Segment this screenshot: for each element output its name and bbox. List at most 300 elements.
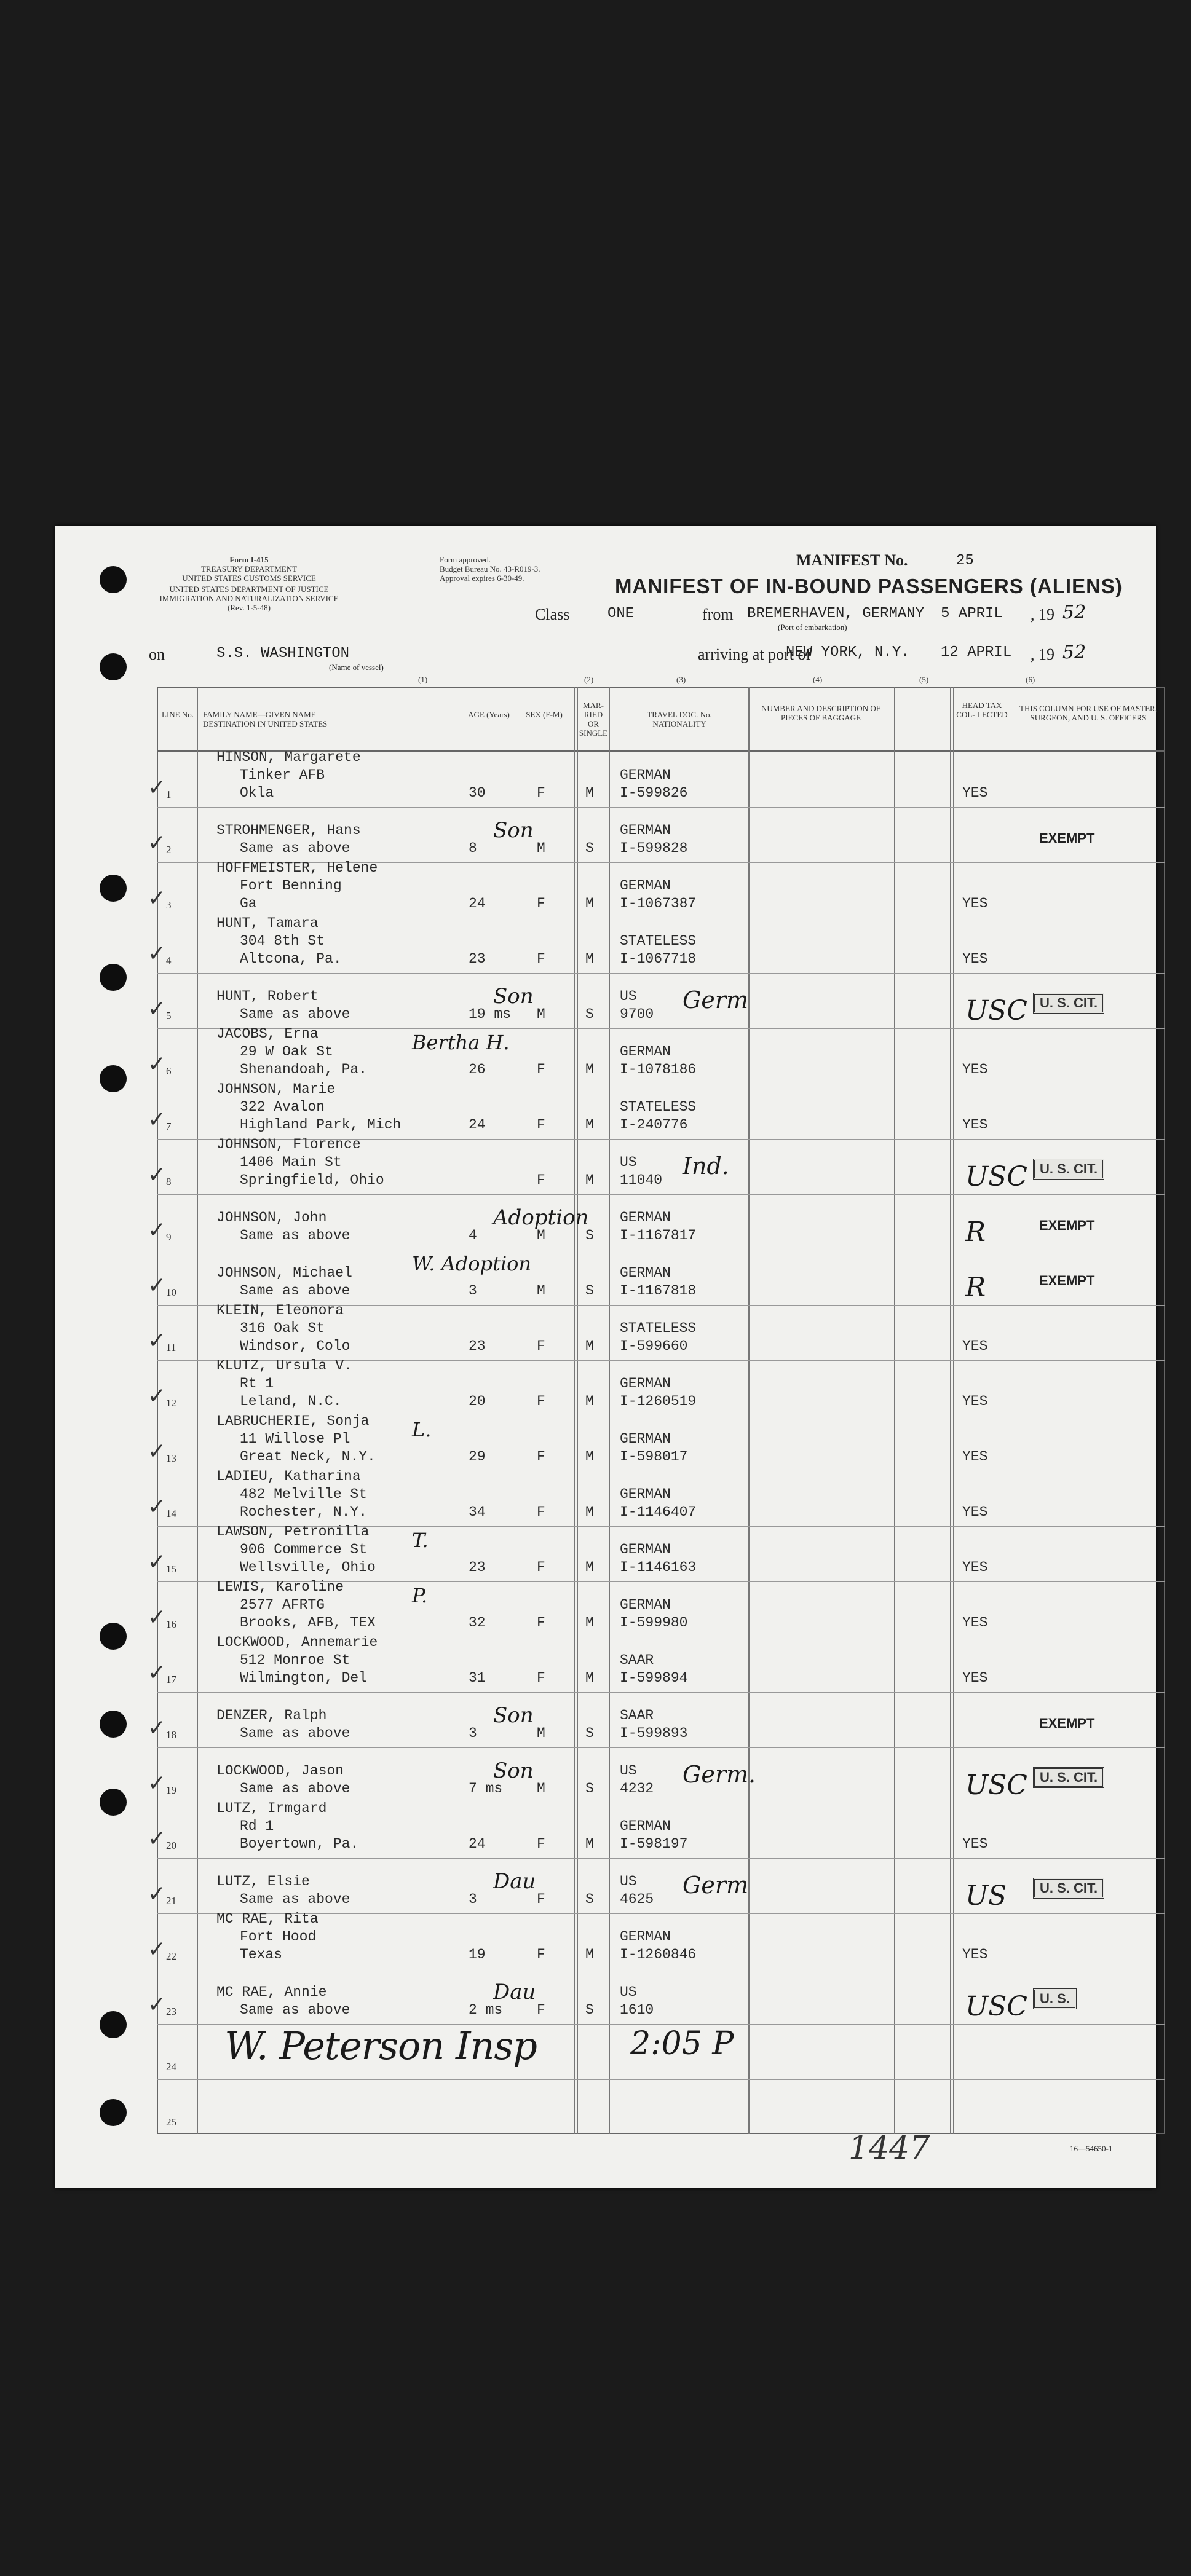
line-number: 23 bbox=[166, 2006, 176, 2017]
sex: M bbox=[537, 1781, 545, 1797]
vessel-name: S.S. WASHINGTON bbox=[216, 645, 350, 662]
destination-line: Texas bbox=[240, 1947, 283, 1963]
age: 31 bbox=[469, 1670, 486, 1686]
line-number: 8 bbox=[166, 1176, 172, 1188]
embark-port: BREMERHAVEN, GERMANY bbox=[747, 605, 925, 622]
handwritten-relation: Son bbox=[493, 1703, 534, 1728]
handwritten-nationality: Germ. bbox=[683, 1761, 756, 1788]
passenger-name: STROHMENGER, Hans bbox=[216, 822, 361, 838]
travel-doc-number: I-1078186 bbox=[620, 1062, 697, 1077]
sex: F bbox=[537, 1117, 545, 1133]
travel-doc-number: I-599980 bbox=[620, 1615, 688, 1631]
header-married: MAR- RIED OR SINGLE bbox=[579, 701, 608, 738]
col-number-2: (2) bbox=[584, 675, 594, 684]
col-number-6: (6) bbox=[1026, 675, 1035, 684]
form-revision: (Rev. 1-5-48) bbox=[228, 603, 271, 612]
age: 8 bbox=[469, 840, 477, 856]
check-mark: ✓ bbox=[148, 1660, 167, 1685]
age: 2 ms bbox=[469, 2002, 503, 2018]
from-label: from bbox=[702, 605, 734, 623]
punch-hole bbox=[100, 1065, 127, 1092]
passenger-name: JOHNSON, Marie bbox=[216, 1081, 336, 1097]
sex: F bbox=[537, 951, 545, 967]
header-name: FAMILY NAME—GIVEN NAME DESTINATION IN UNITED STATES bbox=[203, 710, 328, 728]
row-divider bbox=[157, 1747, 1165, 1748]
vessel-note: (Name of vessel) bbox=[329, 663, 384, 672]
travel-doc-number: I-599828 bbox=[620, 840, 688, 856]
us-citizen-stamp: U. S. CIT. bbox=[1033, 1878, 1104, 1899]
embark-year-prefix: , 19 bbox=[1031, 605, 1054, 623]
destination-line: 512 Monroe St bbox=[240, 1652, 350, 1668]
row-divider bbox=[157, 807, 1165, 808]
destination-line: Same as above bbox=[240, 1891, 350, 1907]
handwritten-relation: Son bbox=[493, 1759, 534, 1783]
line-number: 5 bbox=[166, 1010, 172, 1022]
line-number: 11 bbox=[166, 1342, 176, 1353]
head-tax: YES bbox=[962, 785, 988, 801]
destination-line: Boyertown, Pa. bbox=[240, 1836, 359, 1852]
line-number: 4 bbox=[166, 955, 172, 966]
punch-hole bbox=[100, 2011, 127, 2038]
passenger-name: MC RAE, Rita bbox=[216, 1911, 319, 1927]
passenger-name: HOFFMEISTER, Helene bbox=[216, 860, 378, 876]
sex: F bbox=[537, 785, 545, 801]
punch-hole bbox=[100, 1623, 127, 1650]
check-mark: ✓ bbox=[148, 1992, 167, 2017]
passenger-name: LAWSON, Petronilla bbox=[216, 1524, 370, 1540]
sex: F bbox=[537, 1615, 545, 1631]
check-mark: ✓ bbox=[148, 1937, 167, 1962]
passenger-name: JOHNSON, Michael bbox=[216, 1265, 352, 1281]
line-number: 14 bbox=[166, 1508, 176, 1519]
line-number: 16 bbox=[166, 1618, 176, 1630]
col-divider bbox=[894, 687, 895, 2134]
nationality: US bbox=[620, 1873, 637, 1889]
footer-code: 16—54650-1 bbox=[1070, 2144, 1113, 2153]
head-tax-handwritten: USC bbox=[965, 1991, 1027, 2022]
check-mark: ✓ bbox=[148, 1881, 167, 1907]
marital-status: M bbox=[585, 1947, 594, 1963]
travel-doc-number: I-1167817 bbox=[620, 1227, 697, 1243]
age: 24 bbox=[469, 1836, 486, 1852]
head-tax-handwritten: R bbox=[965, 1216, 986, 1248]
destination-line: Wellsville, Ohio bbox=[240, 1559, 376, 1575]
line-number: 25 bbox=[166, 2116, 176, 2128]
sex: M bbox=[537, 840, 545, 856]
nationality: GERMAN bbox=[620, 1044, 671, 1060]
age: 24 bbox=[469, 896, 486, 912]
header-age: AGE (Years) bbox=[468, 710, 510, 719]
travel-doc-number: I-1067718 bbox=[620, 951, 697, 967]
marital-status: S bbox=[585, 2002, 594, 2018]
head-tax: YES bbox=[962, 1559, 988, 1575]
travel-doc-number: I-1260519 bbox=[620, 1393, 697, 1409]
check-mark: ✓ bbox=[148, 1218, 167, 1243]
travel-doc-number: I-599894 bbox=[620, 1670, 688, 1686]
age: 34 bbox=[469, 1504, 486, 1520]
on-label: on bbox=[149, 645, 165, 663]
sex: F bbox=[537, 1891, 545, 1907]
destination-line: Rt 1 bbox=[240, 1376, 274, 1392]
line-number: 7 bbox=[166, 1121, 172, 1132]
head-tax: YES bbox=[962, 1338, 988, 1354]
sex: F bbox=[537, 1504, 545, 1520]
age: 30 bbox=[469, 785, 486, 801]
arrival-year-prefix: , 19 bbox=[1031, 645, 1054, 663]
check-mark: ✓ bbox=[148, 1826, 167, 1851]
punch-hole bbox=[100, 2099, 127, 2126]
head-tax: YES bbox=[962, 1670, 988, 1686]
passenger-name: LOCKWOOD, Annemarie bbox=[216, 1634, 378, 1650]
punch-hole bbox=[100, 875, 127, 902]
check-mark: ✓ bbox=[148, 775, 167, 800]
travel-doc-number: 9700 bbox=[620, 1006, 654, 1022]
check-mark: ✓ bbox=[148, 830, 167, 856]
arriving-label: arriving at port of bbox=[698, 645, 812, 663]
class-label: Class bbox=[535, 605, 570, 623]
sex: F bbox=[537, 1670, 545, 1686]
destination-line: Same as above bbox=[240, 840, 350, 856]
customs-service: UNITED STATES CUSTOMS SERVICE bbox=[182, 573, 316, 583]
check-mark: ✓ bbox=[148, 1328, 167, 1353]
nationality: GERMAN bbox=[620, 878, 671, 894]
marital-status: M bbox=[585, 1393, 594, 1409]
passenger-name: HUNT, Tamara bbox=[216, 915, 319, 931]
nationality: GERMAN bbox=[620, 1376, 671, 1392]
destination-line: Same as above bbox=[240, 1227, 350, 1243]
marital-status: M bbox=[585, 1836, 594, 1852]
marital-status: S bbox=[585, 1725, 594, 1741]
destination-line: Altcona, Pa. bbox=[240, 951, 342, 967]
marital-status: M bbox=[585, 1615, 594, 1631]
handwritten-nationality: Ind. bbox=[683, 1152, 729, 1180]
line-number: 12 bbox=[166, 1397, 176, 1409]
age: 3 bbox=[469, 1283, 477, 1299]
sex: F bbox=[537, 1062, 545, 1077]
check-mark: ✓ bbox=[148, 996, 167, 1022]
line-number: 1 bbox=[166, 789, 172, 800]
passenger-name: JOHNSON, Florence bbox=[216, 1136, 361, 1152]
col-divider bbox=[197, 687, 198, 2134]
line-number: 17 bbox=[166, 1674, 176, 1685]
us-citizen-stamp: U. S. bbox=[1033, 1988, 1077, 2009]
head-tax-handwritten: US bbox=[965, 1880, 1007, 1912]
age: 24 bbox=[469, 1117, 486, 1133]
travel-doc-number: I-1167818 bbox=[620, 1283, 697, 1299]
handwritten-relation: Son bbox=[493, 984, 534, 1009]
exempt-stamp: EXEMPT bbox=[1039, 1715, 1095, 1731]
age: 3 bbox=[469, 1725, 477, 1741]
head-tax-handwritten: USC bbox=[965, 1770, 1027, 1801]
exempt-stamp: EXEMPT bbox=[1039, 830, 1095, 846]
marital-status: S bbox=[585, 840, 594, 856]
col-number-3: (3) bbox=[676, 675, 686, 684]
justice-dept: UNITED STATES DEPARTMENT OF JUSTICE bbox=[169, 585, 329, 594]
marital-status: S bbox=[585, 1006, 594, 1022]
destination-line: Great Neck, N.Y. bbox=[240, 1449, 376, 1465]
destination-line: Same as above bbox=[240, 1283, 350, 1299]
travel-doc-number: 4232 bbox=[620, 1781, 654, 1797]
budget-bureau: Budget Bureau No. 43-R019-3. bbox=[440, 564, 540, 573]
head-tax-handwritten: USC bbox=[965, 995, 1027, 1026]
nationality: SAAR bbox=[620, 1652, 654, 1668]
marital-status: M bbox=[585, 1062, 594, 1077]
age: 20 bbox=[469, 1393, 486, 1409]
nationality: GERMAN bbox=[620, 1486, 671, 1502]
row-divider bbox=[157, 1858, 1165, 1859]
header-officers: THIS COLUMN FOR USE OF MASTER, SURGEON, AND U. S. OFFICERS bbox=[1019, 704, 1157, 722]
marital-status: M bbox=[585, 1449, 594, 1465]
nationality: GERMAN bbox=[620, 1929, 671, 1945]
passenger-name: LABRUCHERIE, Sonja bbox=[216, 1413, 370, 1429]
embark-note: (Port of embarkation) bbox=[778, 623, 847, 632]
travel-doc-number: I-598017 bbox=[620, 1449, 688, 1465]
header-baggage: NUMBER AND DESCRIPTION OF PIECES OF BAGGAGE bbox=[761, 704, 880, 722]
destination-line: Same as above bbox=[240, 1781, 350, 1797]
destination-line: Brooks, AFB, TEX bbox=[240, 1615, 376, 1631]
sex: M bbox=[537, 1725, 545, 1741]
handwritten-nationality: Germ bbox=[683, 987, 749, 1014]
passenger-name: KLEIN, Eleonora bbox=[216, 1302, 344, 1318]
handwritten-nationality: Germ bbox=[683, 1872, 749, 1899]
passenger-name: LUTZ, Elsie bbox=[216, 1873, 310, 1889]
marital-status: M bbox=[585, 1172, 594, 1188]
check-mark: ✓ bbox=[148, 1715, 167, 1741]
check-mark: ✓ bbox=[148, 1439, 167, 1464]
destination-line: Rd 1 bbox=[240, 1818, 274, 1834]
manifest-title: MANIFEST OF IN-BOUND PASSENGERS (ALIENS) bbox=[615, 575, 1123, 597]
marital-status: M bbox=[585, 951, 594, 967]
travel-doc-number: I-599893 bbox=[620, 1725, 688, 1741]
col-number-5: (5) bbox=[919, 675, 929, 684]
destination-line: 316 Oak St bbox=[240, 1320, 325, 1336]
passenger-name: HINSON, Margarete bbox=[216, 749, 361, 765]
destination-line: Okla bbox=[240, 785, 274, 801]
sex: F bbox=[537, 1836, 545, 1852]
check-mark: ✓ bbox=[148, 886, 167, 911]
destination-line: Tinker AFB bbox=[240, 767, 325, 783]
sex: F bbox=[537, 1172, 545, 1188]
handwritten-relation: Son bbox=[493, 818, 534, 843]
arrival-year: 52 bbox=[1062, 642, 1086, 663]
destination-line: 29 W Oak St bbox=[240, 1044, 333, 1060]
handwritten-relation: Dau bbox=[493, 1869, 536, 1894]
form-number: Form I-415 bbox=[229, 555, 269, 564]
travel-doc-number: I-599826 bbox=[620, 785, 688, 801]
nationality: GERMAN bbox=[620, 1597, 671, 1613]
destination-line: Fort Benning bbox=[240, 878, 342, 894]
col-divider bbox=[950, 687, 951, 2134]
nationality: US bbox=[620, 1984, 637, 2000]
travel-doc-number: 11040 bbox=[620, 1172, 663, 1188]
sex: M bbox=[537, 1227, 545, 1243]
sex: F bbox=[537, 2002, 545, 2018]
travel-doc-number: 1610 bbox=[620, 2002, 654, 2018]
travel-doc-number: I-598197 bbox=[620, 1836, 688, 1852]
destination-line: Fort Hood bbox=[240, 1929, 317, 1945]
check-mark: ✓ bbox=[148, 1494, 167, 1519]
form-approved: Form approved. bbox=[440, 555, 491, 564]
punch-hole bbox=[100, 1789, 127, 1816]
passenger-name: LEWIS, Karoline bbox=[216, 1579, 344, 1595]
nationality: US bbox=[620, 1763, 637, 1779]
line-number: 21 bbox=[166, 1895, 176, 1907]
col-number-1: (1) bbox=[418, 675, 428, 684]
destination-line: Springfield, Ohio bbox=[240, 1172, 384, 1188]
destination-line: 11 Willose Pl bbox=[240, 1431, 350, 1447]
line-number: 22 bbox=[166, 1950, 176, 1962]
nationality: US bbox=[620, 1154, 637, 1170]
travel-doc-number: I-1067387 bbox=[620, 896, 697, 912]
sex: F bbox=[537, 1559, 545, 1575]
passenger-name: LOCKWOOD, Jason bbox=[216, 1763, 344, 1779]
nationality: GERMAN bbox=[620, 767, 671, 783]
handwritten-name-note: T. bbox=[412, 1529, 429, 1552]
destination-line: Same as above bbox=[240, 2002, 350, 2018]
manifest-number: 25 bbox=[956, 553, 974, 569]
passenger-name: JOHNSON, John bbox=[216, 1210, 327, 1226]
inspector-signature: W. Peterson Insp bbox=[224, 2023, 537, 2068]
row-divider bbox=[157, 973, 1165, 974]
marital-status: M bbox=[585, 1117, 594, 1133]
head-tax-handwritten: USC bbox=[965, 1161, 1027, 1192]
line-number: 20 bbox=[166, 1840, 176, 1851]
row-divider bbox=[157, 2079, 1165, 2080]
travel-doc-number: I-1146163 bbox=[620, 1559, 697, 1575]
destination-line: Leland, N.C. bbox=[240, 1393, 342, 1409]
handwritten-relation: Dau bbox=[493, 1980, 536, 2004]
us-citizen-stamp: U. S. CIT. bbox=[1033, 1159, 1104, 1180]
head-tax: YES bbox=[962, 1836, 988, 1852]
passenger-name: LUTZ, Irmgard bbox=[216, 1800, 327, 1816]
nationality: STATELESS bbox=[620, 933, 697, 949]
passenger-name: MC RAE, Annie bbox=[216, 1984, 327, 2000]
punch-hole bbox=[100, 964, 127, 991]
head-tax: YES bbox=[962, 1393, 988, 1409]
sex: F bbox=[537, 1338, 545, 1354]
travel-doc-number: I-240776 bbox=[620, 1117, 688, 1133]
sex: M bbox=[537, 1283, 545, 1299]
check-mark: ✓ bbox=[148, 1162, 167, 1188]
line-number: 6 bbox=[166, 1065, 172, 1077]
age: 23 bbox=[469, 951, 486, 967]
sex: F bbox=[537, 1449, 545, 1465]
head-tax: YES bbox=[962, 1062, 988, 1077]
destination-line: Ga bbox=[240, 896, 257, 912]
marital-status: S bbox=[585, 1781, 594, 1797]
ins-service: IMMIGRATION AND NATURALIZATION SERVICE bbox=[159, 594, 339, 603]
destination-line: Shenandoah, Pa. bbox=[240, 1062, 368, 1077]
nationality: STATELESS bbox=[620, 1099, 697, 1115]
manifest-page bbox=[55, 526, 1156, 2188]
check-mark: ✓ bbox=[148, 1052, 167, 1077]
manifest-label: MANIFEST No. bbox=[796, 551, 908, 569]
line-number: 3 bbox=[166, 899, 172, 911]
check-mark: ✓ bbox=[148, 1550, 167, 1575]
nationality: SAAR bbox=[620, 1707, 654, 1723]
col-divider bbox=[953, 687, 954, 2134]
age: 26 bbox=[469, 1062, 486, 1077]
head-tax: YES bbox=[962, 1504, 988, 1520]
header-head-tax: HEAD TAX COL- LECTED bbox=[956, 701, 1008, 719]
marital-status: M bbox=[585, 1338, 594, 1354]
destination-line: 2577 AFRTG bbox=[240, 1597, 325, 1613]
destination-line: 482 Melville St bbox=[240, 1486, 368, 1502]
check-mark: ✓ bbox=[148, 1384, 167, 1409]
class-value: ONE bbox=[607, 605, 635, 622]
destination-line: Windsor, Colo bbox=[240, 1338, 350, 1354]
marital-status: M bbox=[585, 1504, 594, 1520]
us-citizen-stamp: U. S. CIT. bbox=[1033, 1767, 1104, 1788]
exempt-stamp: EXEMPT bbox=[1039, 1218, 1095, 1233]
col-divider bbox=[748, 687, 750, 2134]
handwritten-name-note: L. bbox=[412, 1418, 432, 1441]
nationality: GERMAN bbox=[620, 1818, 671, 1834]
approval-expires: Approval expires 6-30-49. bbox=[440, 573, 524, 583]
handwritten-name-note: Bertha H. bbox=[412, 1031, 510, 1054]
travel-doc-number: I-1146407 bbox=[620, 1504, 697, 1520]
line-number: 13 bbox=[166, 1452, 176, 1464]
destination-line: Same as above bbox=[240, 1006, 350, 1022]
head-tax: YES bbox=[962, 1117, 988, 1133]
header-line-no: LINE No. bbox=[162, 710, 194, 719]
marital-status: S bbox=[585, 1227, 594, 1243]
marital-status: M bbox=[585, 785, 594, 801]
row-divider bbox=[157, 1692, 1165, 1693]
passenger-name: LADIEU, Katharina bbox=[216, 1468, 361, 1484]
punch-hole bbox=[100, 1711, 127, 1738]
destination-line: 322 Avalon bbox=[240, 1099, 325, 1115]
destination-line: Same as above bbox=[240, 1725, 350, 1741]
check-mark: ✓ bbox=[148, 1605, 167, 1630]
marital-status: M bbox=[585, 1670, 594, 1686]
head-tax: YES bbox=[962, 951, 988, 967]
travel-doc-number: I-599660 bbox=[620, 1338, 688, 1354]
passenger-name: KLUTZ, Ursula V. bbox=[216, 1358, 352, 1374]
line-number: 24 bbox=[166, 2061, 176, 2073]
age: 32 bbox=[469, 1615, 486, 1631]
age: 7 ms bbox=[469, 1781, 503, 1797]
bottom-note: 1447 bbox=[849, 2130, 930, 2167]
nationality: GERMAN bbox=[620, 1210, 671, 1226]
age: 29 bbox=[469, 1449, 486, 1465]
nationality: GERMAN bbox=[620, 1542, 671, 1558]
marital-status: S bbox=[585, 1891, 594, 1907]
destination-line: 1406 Main St bbox=[240, 1154, 342, 1170]
col-divider bbox=[609, 687, 610, 2134]
punch-hole bbox=[100, 566, 127, 593]
check-mark: ✓ bbox=[148, 1273, 167, 1298]
nationality: GERMAN bbox=[620, 822, 671, 838]
nationality: GERMAN bbox=[620, 1265, 671, 1281]
arrival-date: 12 APRIL bbox=[941, 644, 1012, 661]
check-mark: ✓ bbox=[148, 1771, 167, 1796]
line-number: 10 bbox=[166, 1286, 176, 1298]
line-number: 15 bbox=[166, 1563, 176, 1575]
handwritten-name-note: P. bbox=[412, 1584, 428, 1607]
age: 23 bbox=[469, 1338, 486, 1354]
sex: M bbox=[537, 1006, 545, 1022]
line-number: 9 bbox=[166, 1231, 172, 1243]
punch-hole bbox=[100, 653, 127, 680]
passenger-name: JACOBS, Erna bbox=[216, 1026, 319, 1042]
head-tax-handwritten: R bbox=[965, 1272, 986, 1303]
row-divider bbox=[157, 1194, 1165, 1195]
marital-status: S bbox=[585, 1283, 594, 1299]
passenger-name: DENZER, Ralph bbox=[216, 1707, 327, 1723]
arrival-port: NEW YORK, N.Y. bbox=[786, 644, 910, 661]
handwritten-name-note: W. Adoption bbox=[412, 1252, 531, 1275]
